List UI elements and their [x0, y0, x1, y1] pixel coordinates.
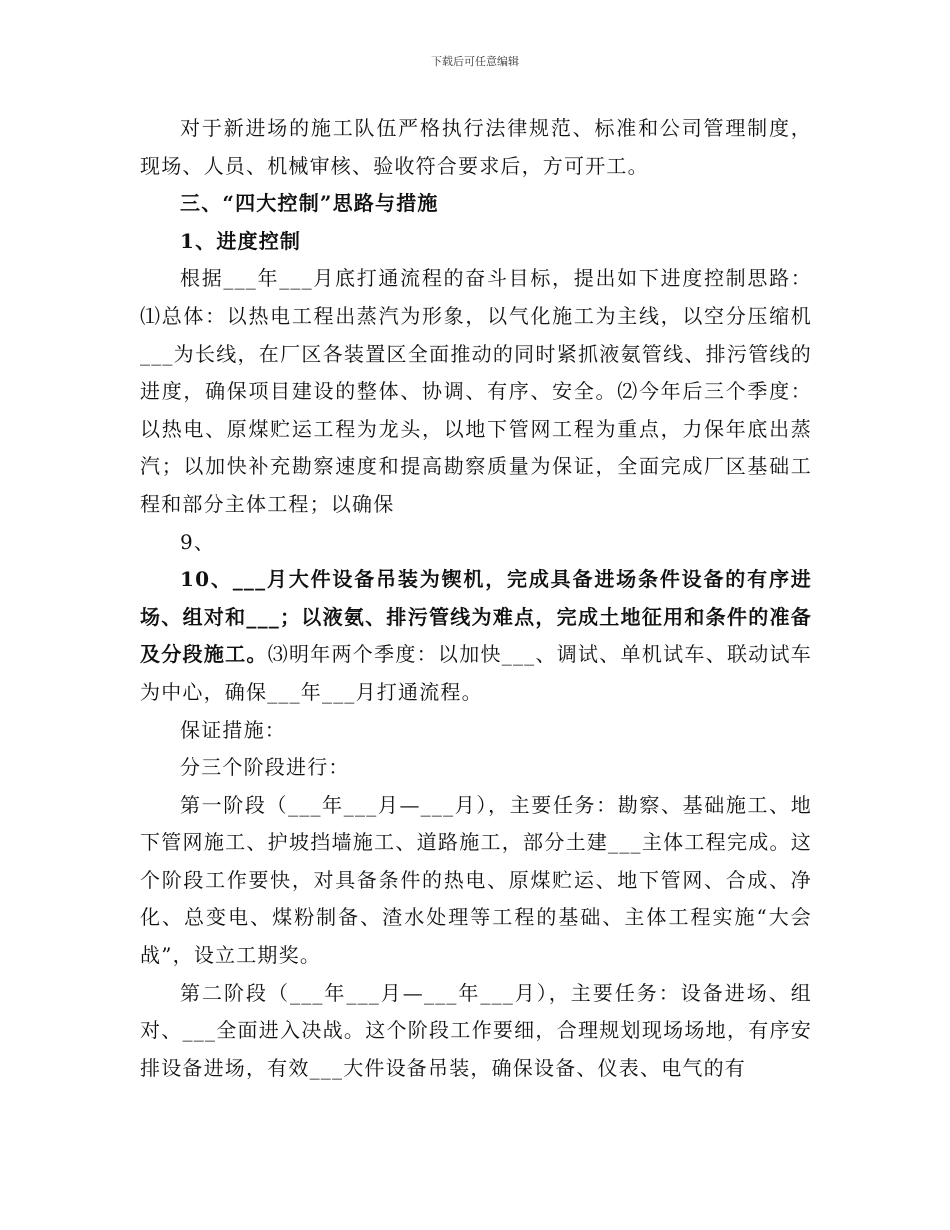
paragraph-stage-two: 第二阶段（___年___月—___年___月），主要任务：设备进场、组对、___全面进入决战。这个阶段工作要细，合理规划现场场地，有序安排设备进场，有效___大件设备吊装，确保设备、仪表、电气的有 [140, 980, 812, 1080]
paragraph-schedule-ideas: 根据___年___月底打通流程的奋斗目标，提出如下进度控制思路：⑴总体：以热电工程出蒸汽为形象，以气化施工为主线，以空分压缩机___为长线，在厂区各装置区全面推动的同时紧抓液氨管线、排污管线的进度，确保项目建设的整体、协调、有序、安全。⑵今年后三个季度：以热电、原煤贮运工程为龙头，以地下管网工程为重点，力保年底出蒸汽；以加快补充勘察速度和提高勘察质量为保证，全面完成厂区基础工程和部分主体工程；以确保 [140, 266, 812, 516]
paragraph-new-teams: 对于新进场的施工队伍严格执行法律规范、标准和公司管理制度，现场、人员、机械审核、验收符合要求后，方可开工。 [140, 116, 812, 178]
item-10-bold-text: 10、___月大件设备吊装为锲机，完成具备进场条件设备的有序进场、组对和___；以液氨、排污管线为难点，完成土地征用和条件的准备及分段施工。 [140, 567, 812, 667]
section-heading: 三、“四大控制”思路与措施 [180, 191, 439, 216]
item-10-rest-text: ⑶明年两个季度：以加快___、调试、单机试车、联动试车为中心，确保___年___月打通流程。 [140, 642, 812, 704]
paragraph-item-10 [140, 561, 812, 711]
paragraph-stage-one: 第一阶段（___年___月—___月），主要任务：勘察、基础施工、地下管网施工、护坡挡墙施工、道路施工，部分土建___主体工程完成。这个阶段工作要快，对具备条件的热电、原煤贮运、地下管网、合成、净化、总变电、煤粉制备、渣水处理等工程的基础、主体工程实施“大会战”，设立工期奖。 [140, 792, 812, 968]
page-header: 下载后可任意编辑 [431, 55, 519, 68]
paragraph-guarantee-measures: 保证措施： [180, 717, 286, 742]
paragraph-three-stages: 分三个阶段进行： [180, 755, 350, 780]
subsection-heading: 1、进度控制 [180, 228, 302, 253]
document-body [140, 110, 812, 1087]
list-number-9: 9、 [180, 529, 216, 554]
